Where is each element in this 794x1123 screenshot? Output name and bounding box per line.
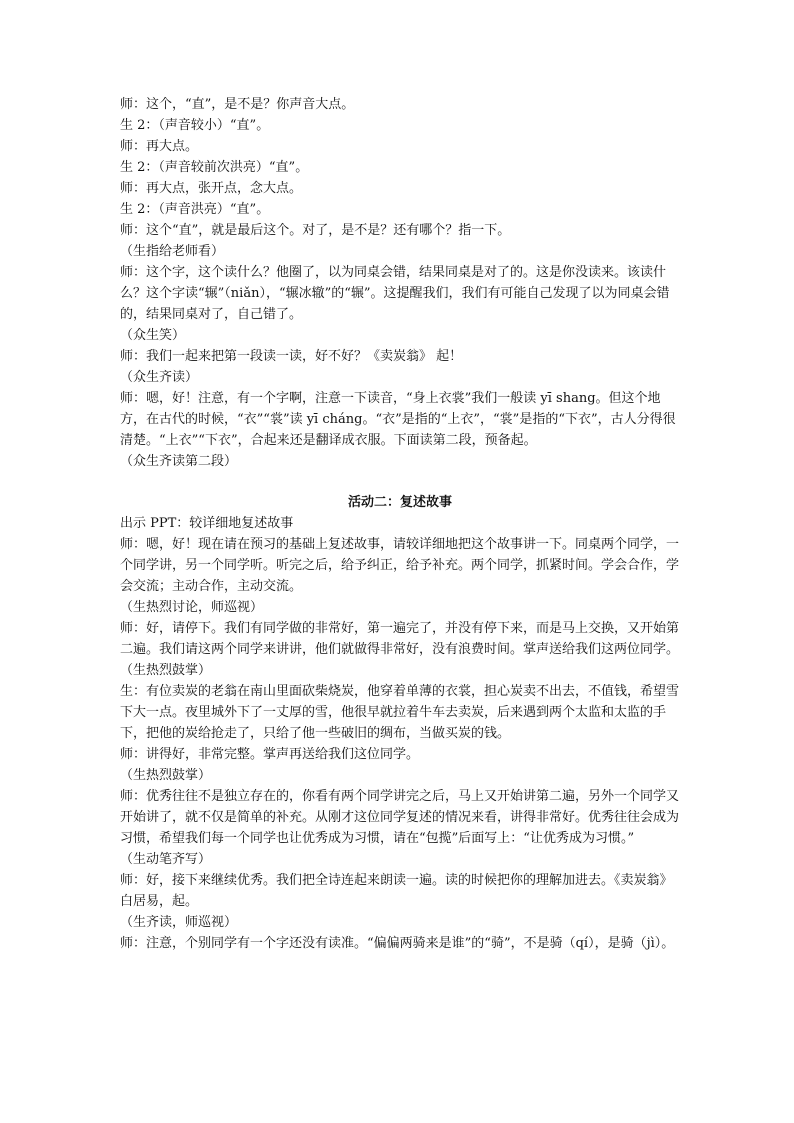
stage-direction: （生动笔齐写）: [120, 852, 212, 867]
transcript-line: 师：注意，个别同学有一个字还没有读准。“偏偏两骑来是谁”的“骑”，不是骑（qí），是骑（jì）。: [120, 936, 675, 951]
stage-direction: （生齐读，师巡视）: [120, 915, 238, 930]
section-heading: 活动二：复述故事: [347, 495, 452, 510]
transcript-line: 师：再大点，张开点，念大点。: [120, 181, 303, 196]
transcript-line: 师：这个，“直”，是不是？你声音大点。: [120, 97, 355, 112]
stage-direction: （生热烈鼓掌）: [120, 768, 212, 783]
stage-direction: （众生笑）: [120, 328, 186, 343]
stage-direction: （生热烈鼓掌）: [120, 663, 212, 678]
ppt-note: 出示 PPT：较详细地复述故事: [120, 516, 294, 531]
transcript-line: 师：嗯，好！注意，有一个字啊，注意一下读音，“身上衣裳”我们一般读 yī shang。但这个地方，在古代的时候，“衣”“裳”读 yī cháng。“衣”是指的“上衣”，“裳”是指的“下衣”，古人分得很清楚。“上衣”“下衣”，合起来还是翻译成衣服。下面读第二段，预备起。: [120, 391, 676, 448]
transcript-part-2: [120, 513, 680, 954]
transcript-line: 师：好，接下来继续优秀。我们把全诗连起来朗读一遍。读的时候把你的理解加进去。《卖炭翁》 白居易，起。: [120, 873, 673, 909]
transcript-line: 师：好，请停下。我们有同学做的非常好，第一遍完了，并没有停下来，而是马上交换，又开始第二遍。我们请这两个同学来讲讲，他们就做得非常好，没有浪费时间。掌声送给我们这两位同学。: [120, 621, 680, 657]
transcript-part-1: [120, 94, 680, 472]
transcript-line: 生 2：（声音较前次洪亮）“直”。: [120, 160, 309, 175]
stage-direction: （生热烈讨论，师巡视）: [120, 600, 264, 615]
transcript-line: 师：这个字，这个读什么？他圈了，以为同桌会错，结果同桌是对了的。这是你没读来。该读什么？这个字读“辗”（niǎn），“辗冰辙”的“辗”。这提醒我们，我们有可能自己发现了以为同桌会错的，结果同桌对了，自己错了。: [120, 265, 670, 322]
transcript-line: 师：嗯，好！现在请在预习的基础上复述故事，请较详细地把这个故事讲一下。同桌两个同学，一个同学讲，另一个同学听。听完之后，给予纠正，给予补充。两个同学，抓紧时间。学会合作，学会交流；主动合作，主动交流。: [120, 537, 680, 594]
stage-direction: （众生齐读）: [120, 370, 199, 385]
document-page: [120, 94, 680, 954]
stage-direction: （生指给老师看）: [120, 244, 225, 259]
transcript-line: 师：优秀往往不是独立存在的，你看有两个同学讲完之后，马上又开始讲第二遍，另外一个同学又开始讲了，就不仅是简单的补充。从刚才这位同学复述的情况来看，讲得非常好。优秀往往会成为习惯，希望我们每一个同学也让优秀成为习惯，请在“包揽”后面写上：“让优秀成为习惯。”: [120, 789, 680, 846]
transcript-line: 师：这个“直”，就是最后这个。对了，是不是？还有哪个？指一下。: [120, 223, 511, 238]
transcript-line: 生 2：（声音较小）“直”。: [120, 118, 270, 133]
transcript-line: 师：我们一起来把第一段读一读，好不好？《卖炭翁》 起！: [120, 349, 463, 364]
transcript-line: 生：有位卖炭的老翁在南山里面砍柴烧炭，他穿着单薄的衣裳，担心炭卖不出去，不值钱，希望雪下大一点。夜里城外下了一丈厚的雪，他很早就拉着牛车去卖炭，后来遇到两个太监和太监的手下，把他的炭给抢走了，只给了他一些破旧的绸布，当做买炭的钱。: [120, 684, 680, 741]
stage-direction: （众生齐读第二段）: [120, 454, 238, 469]
transcript-line: 师：讲得好，非常完整。掌声再送给我们这位同学。: [120, 747, 420, 762]
transcript-line: 师：再大点。: [120, 139, 199, 154]
transcript-line: 生 2：（声音洪亮）“直”。: [120, 202, 270, 217]
